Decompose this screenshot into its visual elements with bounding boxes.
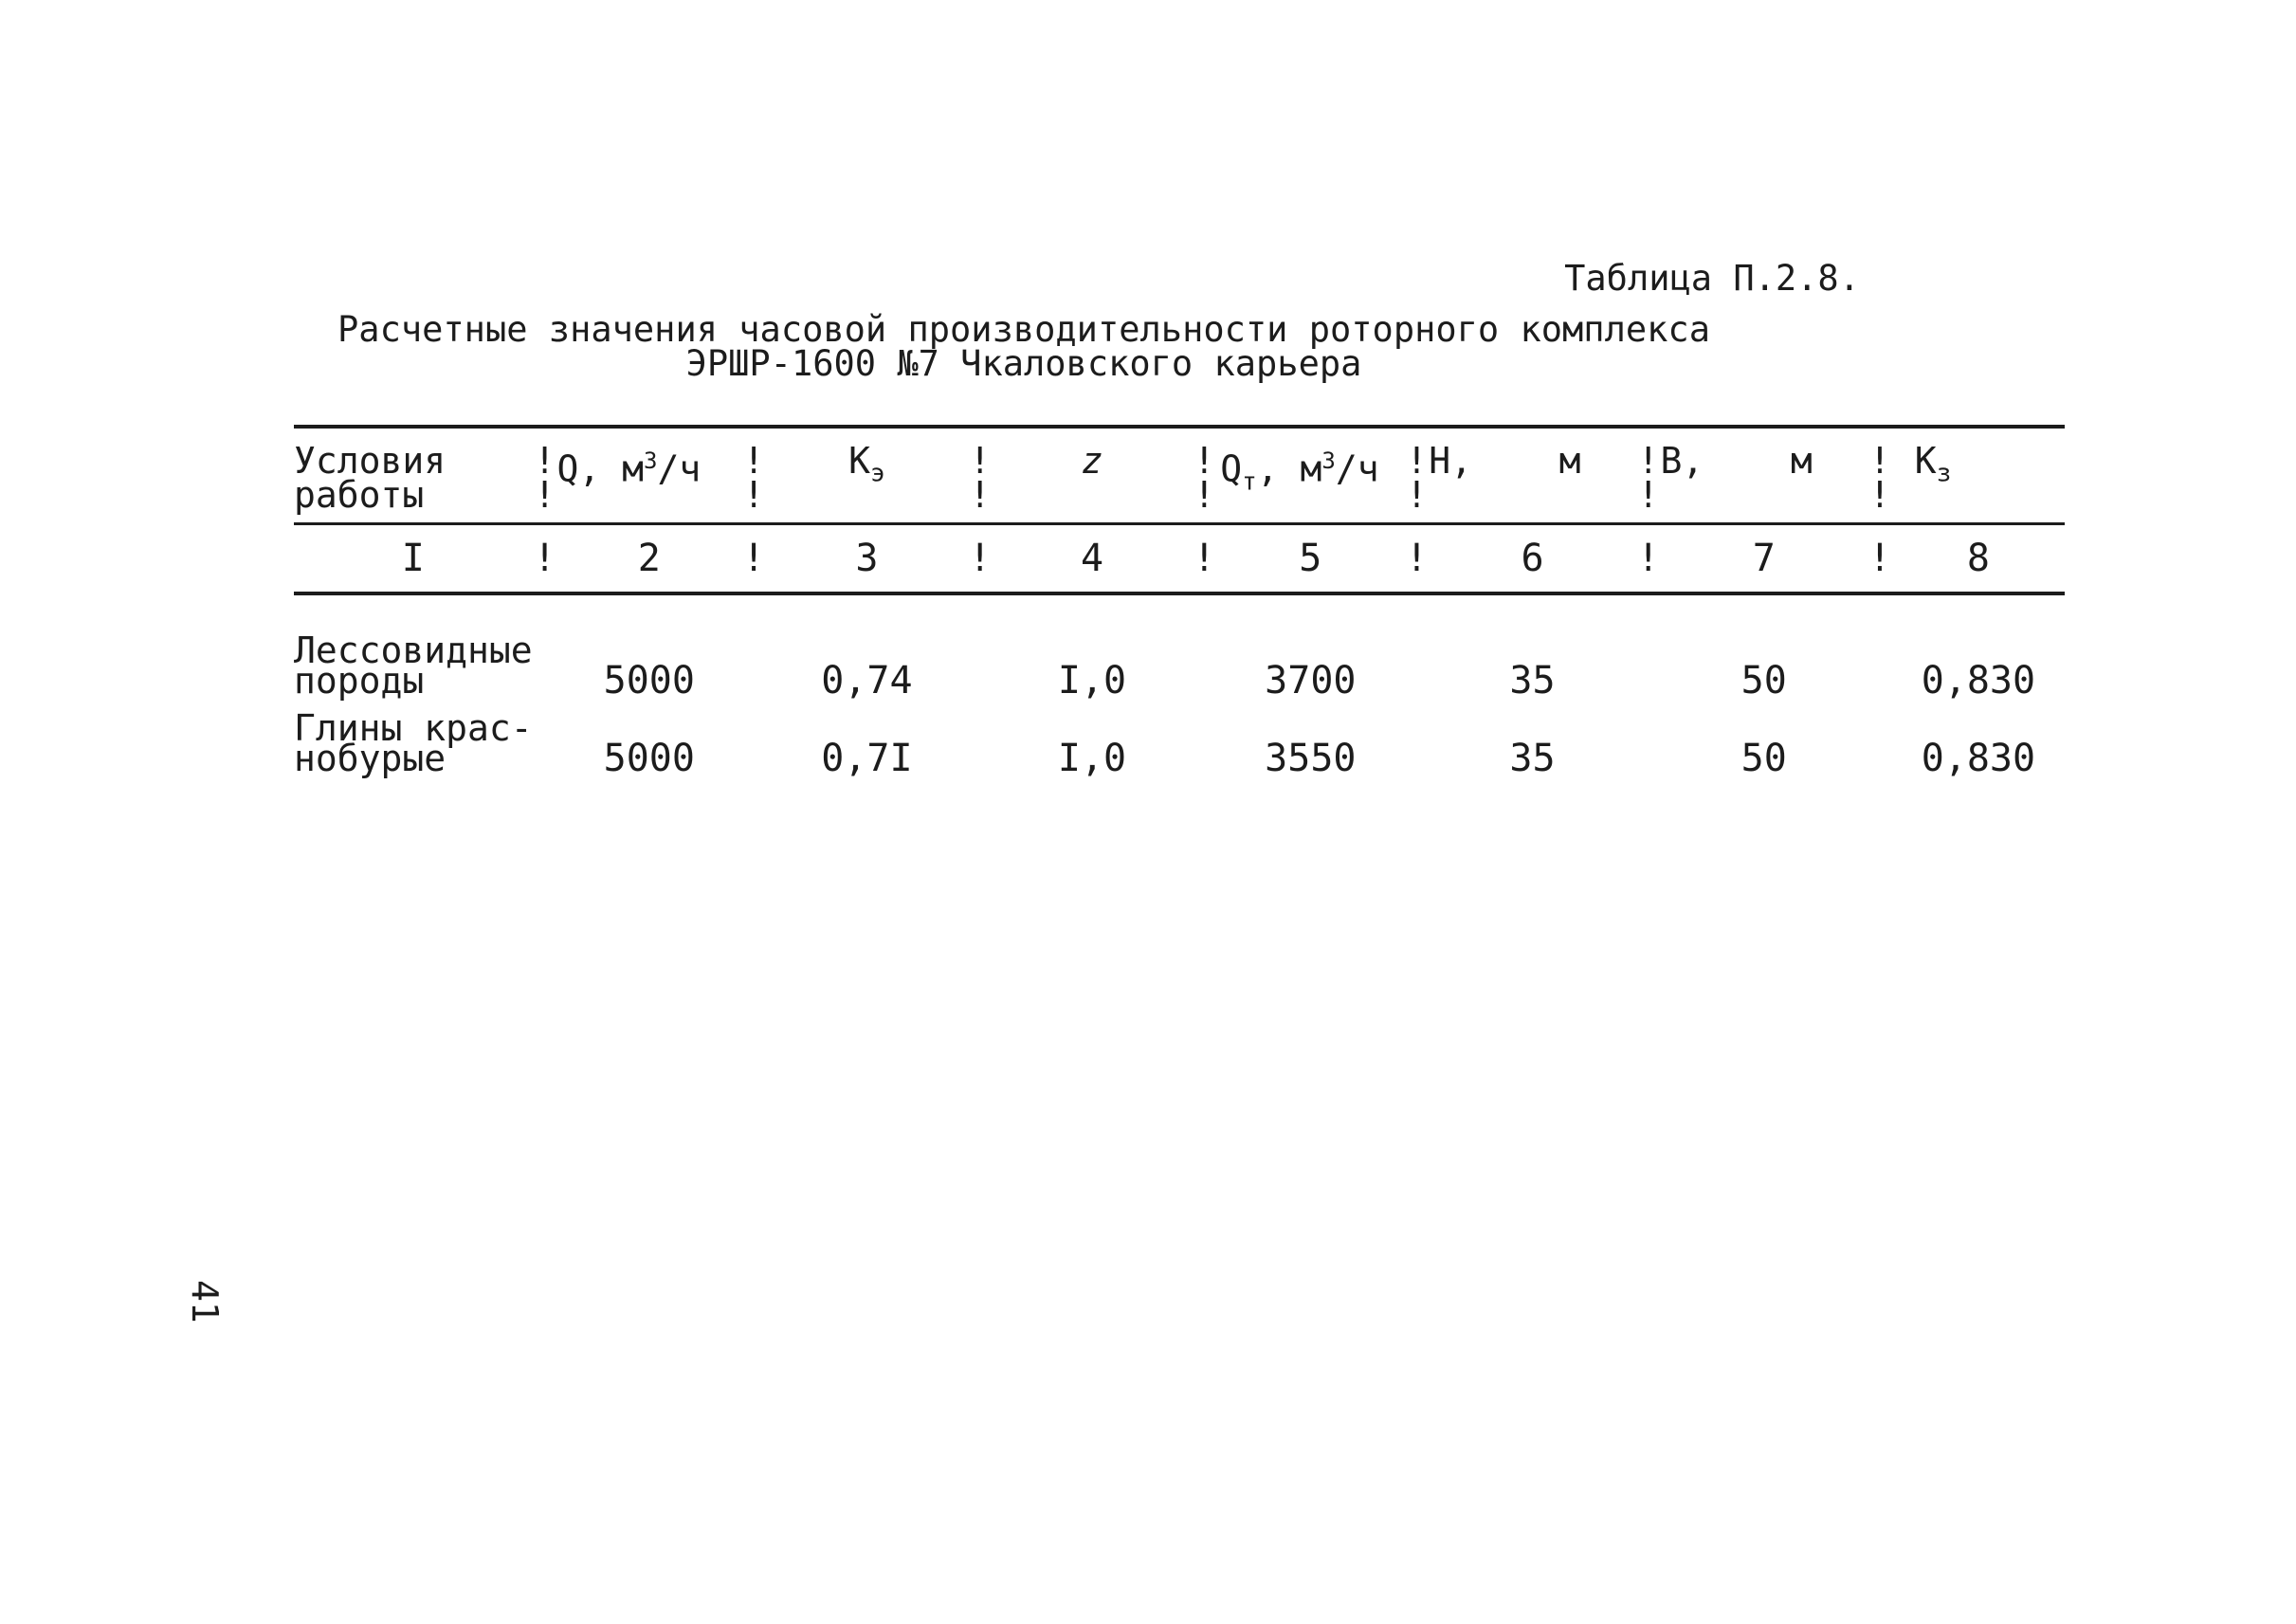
column-separator: ! ! <box>533 427 557 523</box>
header-ke: $К_э$ <box>766 427 968 523</box>
column-separator: ! ! <box>741 427 766 523</box>
cell-q: 5000 <box>603 736 695 780</box>
column-separator: ! <box>1868 523 1892 593</box>
column-separator: ! <box>533 523 557 593</box>
column-separator: ! ! <box>1192 427 1216 523</box>
table-row <box>294 696 2065 774</box>
cell-kz: 0,830 <box>1921 736 2036 780</box>
column-number: 3 <box>766 523 968 593</box>
column-separator: ! <box>968 523 993 593</box>
data-table <box>294 425 2065 780</box>
row-conditions: Лессовидные породы <box>294 629 533 702</box>
cell-z: I,0 <box>1057 736 1127 780</box>
table-heading-line2: ЭРШР-1600 №7 Чкаловского карьера <box>685 343 1362 384</box>
column-separator: ! <box>741 523 766 593</box>
cell-h: 35 <box>1509 658 1556 703</box>
cell-kz: 0,830 <box>1921 658 2036 703</box>
header-b: В, м <box>1661 427 1868 523</box>
column-number: 7 <box>1661 523 1868 593</box>
table-row <box>294 618 2065 696</box>
cell-z: I,0 <box>1057 658 1127 703</box>
column-number: 5 <box>1216 523 1404 593</box>
column-separator: ! ! <box>1404 427 1429 523</box>
page-number: 41 <box>184 1280 226 1323</box>
column-separator: ! ! <box>1636 427 1661 523</box>
cell-h: 35 <box>1509 736 1556 780</box>
header-z: z <box>993 427 1193 523</box>
table-label: Таблица П.2.8. <box>1564 258 1860 299</box>
cell-ke: 0,74 <box>821 658 913 703</box>
cell-q: 5000 <box>603 658 695 703</box>
cell-b: 50 <box>1740 736 1787 780</box>
header-h: Н, м <box>1429 427 1635 523</box>
header-kz: $К_з$ <box>1892 427 2065 523</box>
cell-qt: 3700 <box>1265 658 1357 703</box>
column-separator: ! ! <box>1868 427 1892 523</box>
row-conditions: Глины крас- нобурые <box>294 706 533 779</box>
cell-b: 50 <box>1740 658 1787 703</box>
column-number: 2 <box>557 523 742 593</box>
column-separator: ! <box>1192 523 1216 593</box>
column-number: 6 <box>1429 523 1635 593</box>
cell-qt: 3550 <box>1265 736 1357 780</box>
header-conditions: Условия работы <box>294 427 533 523</box>
header-qt: $Q_т$, $м^3/ч$ <box>1216 427 1404 523</box>
column-number: I <box>294 523 533 593</box>
header-q: Q, $м^3/ч$ <box>557 427 742 523</box>
column-separator: ! <box>1404 523 1429 593</box>
table-heading-line1: Расчетные значения часовой производительности роторного комплекса <box>337 309 1710 350</box>
column-number: 4 <box>993 523 1193 593</box>
column-separator: ! <box>1636 523 1661 593</box>
column-number: 8 <box>1892 523 2065 593</box>
cell-ke: 0,7I <box>821 736 913 780</box>
column-separator: ! ! <box>968 427 993 523</box>
column-number-row <box>294 523 2065 593</box>
header-row <box>294 427 2065 523</box>
